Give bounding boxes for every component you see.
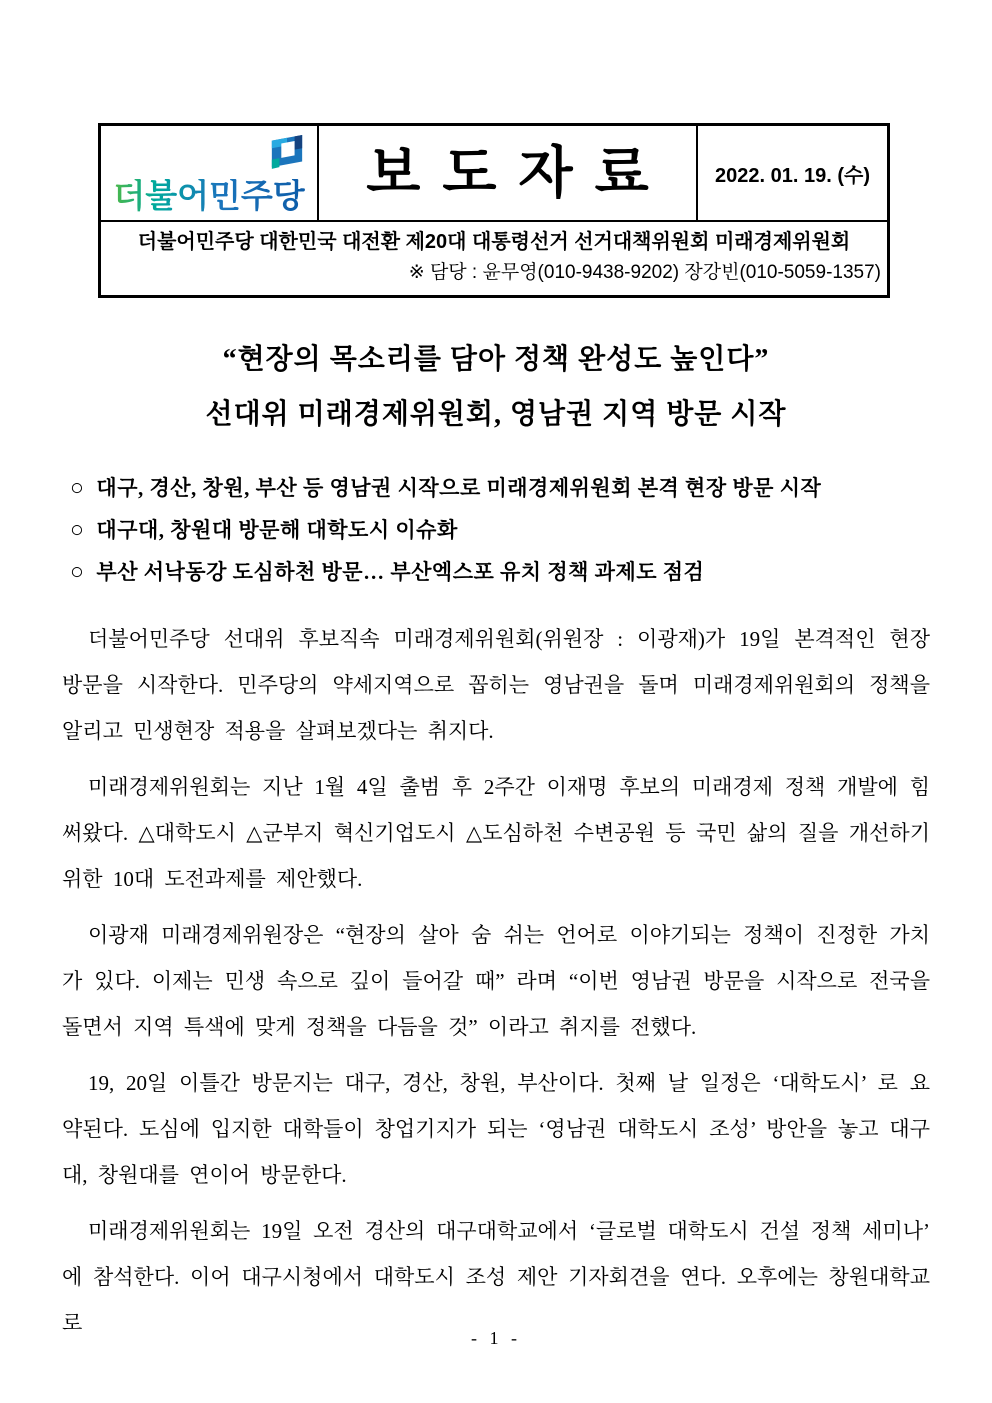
bullet-text: 부산 서낙동강 도심하천 방문… 부산엑스포 유치 정책 과제도 점검 <box>96 560 705 584</box>
party-logo <box>101 126 319 220</box>
date-cell <box>696 126 887 220</box>
party-flag-icon <box>269 131 305 173</box>
contact-info: ※ 담당 : 윤무영(010-9438-9202) 장강빈(010-5059-1357) <box>408 262 881 283</box>
circle-bullet-icon: ○ <box>70 559 85 584</box>
body-paragraph: 더불어민주당 선대위 후보직속 미래경제위원회(위원장 : 이광재)가 19일 본격적인 현장 방문을 시작한다. 민주당의 약세지역으로 꼽히는 영남권을 돌며 미래경제위원회의 정책을 알리고 민생현장 적용을 살펴보겠다는 취지다. <box>62 627 930 743</box>
bullet-item <box>70 467 934 509</box>
doc-type-cell <box>319 126 696 220</box>
summary-bullets <box>70 467 934 593</box>
letterhead-table <box>98 123 890 298</box>
headline-line2: 선대위 미래경제위원회, 영남권 지역 방문 시작 <box>205 399 787 430</box>
circle-bullet-icon: ○ <box>70 517 85 542</box>
doc-type-title: 보도자료 <box>366 141 671 204</box>
headline <box>0 332 992 442</box>
letterhead-bottom-row <box>101 222 887 295</box>
bullet-text: 대구, 경산, 창원, 부산 등 영남권 시작으로 미래경제위원회 본격 현장 방문 시작 <box>96 476 822 500</box>
headline-line1: “현장의 목소리를 담아 정책 완성도 높인다” <box>222 344 770 375</box>
release-date: 2022. 01. 19. (수) <box>715 164 870 187</box>
party-logo-text: 더불어민주당 <box>113 177 305 214</box>
body-paragraph: 미래경제위원회는 19일 오전 경산의 대구대학교에서 ‘글로벌 대학도시 건설 정책 세미나’ 에 참석한다. 이어 대구시청에서 대학도시 조성 제안 기자회견을 연다. 오후에는 창원대학교로 <box>62 1219 930 1335</box>
body-paragraph: 19, 20일 이틀간 방문지는 대구, 경산, 창원, 부산이다. 첫째 날 일정은 ‘대학도시’ 로 요약된다. 도심에 입지한 대학들이 창업기지가 되는 ‘영남권 대학도시 조성’ 방안을 놓고 대구대, 창원대를 연이어 방문한다. <box>62 1071 930 1187</box>
committee-name: 더불어민주당 대한민국 대전환 제20대 대통령선거 선거대책위원회 미래경제위원회 <box>137 231 851 253</box>
bullet-item <box>70 509 934 551</box>
letterhead-top-row <box>101 126 887 222</box>
bullet-item <box>70 551 934 593</box>
page-number: - 1 - <box>471 1328 521 1348</box>
bullet-text: 대구대, 창원대 방문해 대학도시 이슈화 <box>96 518 458 542</box>
body-paragraph: 이광재 미래경제위원장은 “현장의 살아 숨 쉬는 언어로 이야기되는 정책이 진정한 가치가 있다. 이제는 민생 속으로 깊이 들어갈 때” 라며 “이번 영남권 방문을 시작으로 전국을 돌면서 지역 특색에 맞게 정책을 다듬을 것” 이라고 취지를 전했다. <box>62 923 930 1039</box>
article-body <box>62 616 930 1356</box>
body-paragraph: 미래경제위원회는 지난 1월 4일 출범 후 2주간 이재명 후보의 미래경제 정책 개발에 힘써왔다. △대학도시 △군부지 혁신기업도시 △도심하천 수변공원 등 국민 삶의 질을 개선하기 위한 10대 도전과제를 제안했다. <box>62 775 930 891</box>
circle-bullet-icon: ○ <box>70 475 85 500</box>
